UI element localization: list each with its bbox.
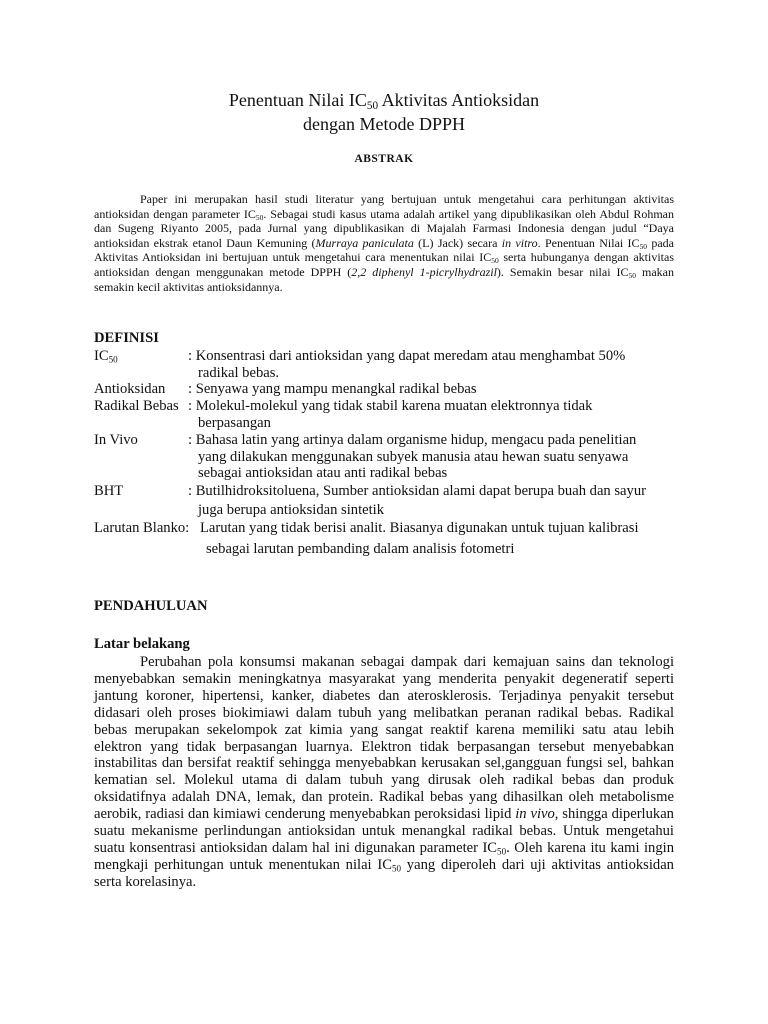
abstract-subscript: 50 <box>491 256 499 266</box>
definition-text <box>188 483 674 518</box>
definition-line: radikal bebas. <box>198 364 280 381</box>
definition-line: : Bahasa latin yang artinya dalam organisme hidup, mengacu pada penelitian <box>188 432 637 448</box>
definition-text <box>188 348 674 381</box>
definition-term: BHT <box>94 483 124 499</box>
abstract-text: . Penentuan Nilai IC <box>537 235 640 250</box>
abstract-subscript: 50 <box>255 212 264 222</box>
paragraph-text: , shingga diperlukan suatu mekanisme perlindungan antioksidan untuk menangkal radikal bebas. Untuk mengetahui suatu konsentrasi antioksidan dalam hal ini digunakan parameter IC <box>94 806 674 856</box>
paragraph-italic: in vivo <box>515 806 555 823</box>
definition-line: : Konsentrasi dari antioksidan yang dapat meredam atau menghambat 50% <box>188 348 626 364</box>
latar-belakang-paragraph <box>94 654 674 891</box>
abstract-text: serta hubunganya dengan aktivitas antioksidan dengan menggunakan metode DPPH ( <box>94 250 674 279</box>
abstract-text: pada Aktivitas Antioksidan ini bertujuan untuk mengetahui cara menentukan nilai IC <box>94 235 674 265</box>
definition-line: sebagai larutan pembanding dalam analisis fotometri <box>206 540 515 557</box>
definition-line: : Butilhidroksitoluena, Sumber antioksidan alami dapat berupa buah dan sayur <box>188 483 646 499</box>
abstract-text: (L) Jack) secara <box>413 235 502 250</box>
abstract-text: . Sebagai studi kasus utama adalah artikel yang dipublikasikan oleh Abdul Rohman dan Sugeng Riyanto 2005, pada Jurnal yang dipublikasikan di Majalah Farmasi Indonesia dengan judul “Daya antioksidan ekstrak etanol Daun Kemuning ( <box>94 206 674 250</box>
term-subscript: 50 <box>108 354 118 365</box>
definition-text <box>200 520 684 557</box>
definition-term: In Vivo <box>94 432 138 448</box>
definition-line: juga berupa antioksidan sintetik <box>198 501 385 518</box>
definisi-heading: DEFINISI <box>94 330 159 346</box>
abstract-subscript: 50 <box>628 270 636 280</box>
definition-line: : Molekul-molekul yang tidak stabil karena muatan elektronnya tidak <box>188 398 593 414</box>
abstract-text: Paper ini merupakan hasil studi literatur yang bertujuan untuk mengetahui cara perhitungan aktivitas antioksidan dengan parameter IC <box>94 192 674 221</box>
definition-text <box>188 432 674 482</box>
abstract-heading: ABSTRAK <box>354 153 414 165</box>
definition-term: Larutan Blanko: <box>94 520 190 536</box>
abstract-italic: Murraya paniculata <box>315 235 414 250</box>
document-title-line-2: dengan Metode DPPH <box>303 114 465 134</box>
abstract-paragraph <box>94 192 674 294</box>
definition-line: sebagai antioksidan atau anti radikal bebas <box>198 465 448 482</box>
definition-term <box>94 348 118 365</box>
definition-term: Radikal Bebas <box>94 398 179 414</box>
term-text: IC <box>94 348 109 364</box>
abstract-text: makan semakin kecil aktivitas antioksidannya. <box>94 264 674 294</box>
paragraph-text: Perubahan pola konsumsi makanan sebagai dampak dari kemajuan sains dan teknologi menyebabkan semakin meningkatnya masyarakat yang menderita penyakit degeneratif seperti jantung koroner, hipertensi, kanker, diabetes dan aterosklerosis. Terjadinya penyakit tersebut didasari oleh proses biokimiawi dalam tubuh yang melibatkan peranan radikal bebas. Radikal bebas merupakan sekelompok zat kimia yang sangat reaktif karena memiliki satu atau lebih elektron yang tidak berpasangan luarnya. Elektron tidak berpasangan tersebut menyebabkan instabilitas dan bersifat reaktif sehingga menyebabkan kerusakan sel,gangguan fungsi sel, bahkan kematian sel. Molekul utama di dalam tubuh yang dirusak oleh radikal bebas dan produk oksidatifnya adalah DNA, lemak, dan protein. Radikal bebas yang dihasilkan oleh metabolisme aerobik, radiasi dan kimiawi cenderung menyebabkan peroksidasi lipid <box>94 654 674 823</box>
definition-line: Larutan yang tidak berisi analit. Biasanya digunakan untuk tujuan kalibrasi <box>200 520 639 536</box>
title-text: Penentuan Nilai IC <box>228 90 367 110</box>
abstract-italic: 2,2 diphenyl 1-picrylhydrazil <box>351 264 497 279</box>
definition-text <box>188 381 674 398</box>
title-text-continued: Aktivitas Antioksidan <box>378 90 540 110</box>
paragraph-text: . Oleh karena itu kami ingin mengkaji perhitungan untuk menentukan nilai IC <box>94 839 675 873</box>
paragraph-subscript: 50 <box>497 846 507 857</box>
abstract-subscript: 50 <box>639 241 647 251</box>
definition-line: : Senyawa yang mampu menangkal radikal bebas <box>188 381 477 397</box>
pendahuluan-heading: PENDAHULUAN <box>94 598 208 614</box>
definition-text <box>188 398 674 431</box>
document-title-line-1 <box>0 88 768 112</box>
latar-belakang-subheading: Latar belakang <box>94 636 190 652</box>
paragraph-subscript: 50 <box>391 863 402 874</box>
definition-line: yang dilakukan menggunakan subyek manusia atau hewan suatu senyawa <box>198 448 629 465</box>
abstract-text: ). Semakin besar nilai IC <box>496 264 629 279</box>
definition-line: berpasangan <box>198 414 271 431</box>
abstract-italic: in vitro <box>501 235 538 250</box>
definition-term: Antioksidan <box>94 381 166 397</box>
title-subscript: 50 <box>366 99 379 112</box>
paragraph-text: yang diperoleh dari uji aktivitas antioksidan serta korelasinya. <box>94 856 674 890</box>
